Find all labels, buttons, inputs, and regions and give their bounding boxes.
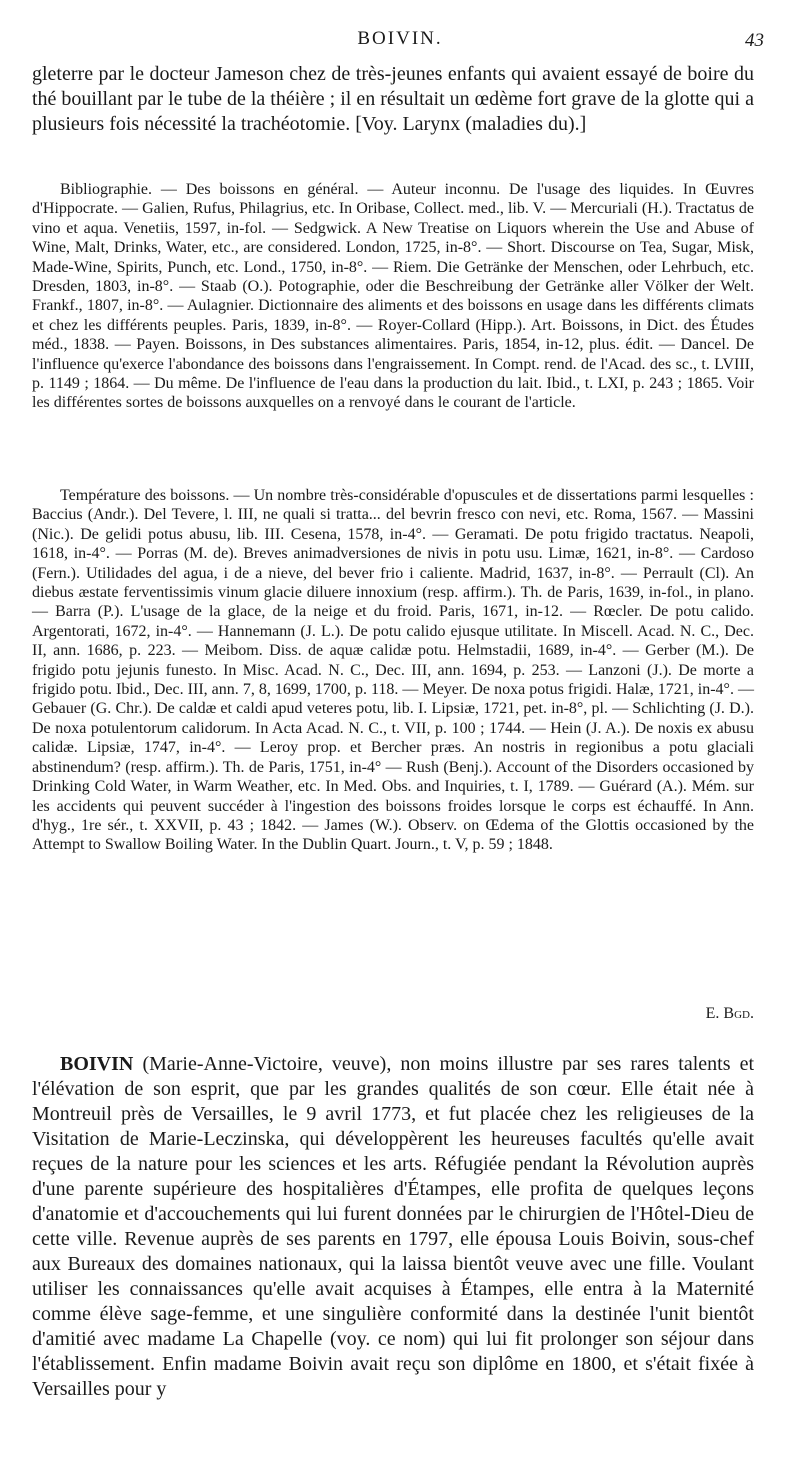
page-header (0, 26, 800, 54)
temperature-paragraph: Température des boissons. — Un nombre très-considérable d'opuscules et de dissertations parmi lesquelles : Baccius (Andr.). Del Tevere, l. III, ne quali si tratta... del bevrin fresco con nevi, etc. Roma, 1567. — Massini (Nic.). De gelidi potus abusu, lib. III. Cesena, 1578, in-4°. — Geramati. De potu frigido tractatus. Neapoli, 1618, in-4°. — Porras (M. de). Breves animadversiones de nivis in potu usu. Limæ, 1621, in-8°. — Cardoso (Fern.). Utilidades del agua, i de a nieve, del bever frio i caliente. Madrid, 1637, in-8°. — Perrault (Cl). An diebus æstate ferventissimis vinum glacie diluere innoxium (resp. affirm.). Th. de Paris, 1639, in-fol., in plano. — Barra (P.). L'usage de la glace, de la neige et du froid. Paris, 1671, in-12. — Rœcler. De potu calido. Argentorati, 1672, in-4°. — Hannemann (J. L.). De potu calido ejusque utilitate. In Miscell. Acad. N. C., Dec. II, ann. 1686, p. 223. — Meibom. Diss. de aquæ calidæ potu. Helmstadii, 1689, in-4°. — Gerber (M.). De frigido potu jejunis funesto. In Misc. Acad. N. C., Dec. III, ann. 1694, p. 253. — Lanzoni (J.). De morte a frigido potu. Ibid., Dec. III, ann. 7, 8, 1699, 1700, p. 118. — Meyer. De noxa potus frigidi. Halæ, 1721, in-4°. — Gebauer (G. Chr.). De caldæ et caldi apud veteres potu, lib. I. Lipsiæ, 1721, pet. in-8°, pl. — Schlichting (J. D.). De noxa potulentorum calidorum. In Acta Acad. N. C., t. VII, p. 100 ; 1744. — Hein (J. A.). De noxis ex abusu calidæ. Lipsiæ, 1747, in-4°. — Leroy prop. et Bercher præs. An nostris in regionibus a potu glaciali abstinendum? (resp. affirm.). Th. de Paris, 1751, in-4° — Rush (Benj.). Account of the Disorders occasioned by Drinking Cold Water, in Warm Weather, etc. In Med. Obs. and Inquiries, t. I, 1789. — Guérard (A.). Mém. sur les accidents qui peuvent succéder à l'ingestion des boissons froides lorsque le corps est échauffé. In Ann. d'hyg., 1re sér., t. XXVII, p. 43 ; 1842. — James (W.). Observ. on Œdema of the Glottis occasioned by the Attempt to Swallow Boiling Water. In the Dublin Quart. Journ., t. V, p. 59 ; 1848. (32, 487, 754, 854)
biography-paragraph (32, 1052, 754, 1402)
intro-paragraph: gleterre par le docteur Jameson chez de très-jeunes enfants qui avaient essayé de boire du thé bouillant par le tube de la théière ; il en résultait un œdème fort grave de la glotte qui a plusieurs fois nécessité la trachéotomie. [Voy. Larynx (maladies du).] (32, 63, 754, 135)
author-signature: E. Bgd. (705, 1005, 754, 1022)
bibliography-paragraph: Bibliographie. — Des boissons en général. — Auteur inconnu. De l'usage des liquides. In Œuvres d'Hippocrate. — Galien, Rufus, Philagrius, etc. In Oribase, Collect. med., lib. V. — Mercuriali (H.). Tractatus de vino et aqua. Venetiis, 1597, in-fol. — Sedgwick. A New Treatise on Liquors wherein the Use and Abuse of Wine, Malt, Drinks, Water, etc., are considered. London, 1725, in-8°. — Short. Discourse on Tea, Sugar, Misk, Made-Wine, Spirits, Punch, etc. Lond., 1750, in-8°. — Riem. Die Getränke der Menschen, oder Lehrbuch, etc. Dresden, 1803, in-8°. — Staab (O.). Potographie, oder die Beschreibung der Getränke aller Völker der Welt. Frankf., 1807, in-8°. — Aulagnier. Dictionnaire des aliments et des boissons en usage dans les différents climats et chez les différents peuples. Paris, 1839, in-8°. — Royer-Collard (Hipp.). Art. Boissons, in Dict. des Études méd., 1838. — Payen. Boissons, in Des substances alimentaires. Paris, 1854, in-12, plus. édit. — Dancel. De l'influence qu'exerce l'abondance des boissons dans l'engraissement. In Compt. rend. de l'Acad. des sc., t. LVIII, p. 1149 ; 1864. — Du même. De l'influence de l'eau dans la production du lait. Ibid., t. LXI, p. 243 ; 1865. Voir les différentes sortes de boissons auxquelles on a renvoyé dans le courant de l'article. (32, 181, 754, 412)
biography-text: (Marie-Anne-Victoire, veuve), non moins illustre par ses rares talents et l'élévation de son esprit, que par les grandes qualités de son cœur. Elle était née à Montreuil près de Versailles, le 9 avril 1773, et fut placée chez les religieuses de la Visitation de Marie-Leczinska, qui développèrent les heureuses facultés qu'elle avait reçues de la nature pour les sciences et les arts. Réfugiée pendant la Révolution auprès d'une parente supérieure des hospitalières d'Étampes, elle profita de quelques leçons d'anatomie et d'accouchements qui lui furent données par le chirurgien de l'Hôtel-Dieu de cette ville. Revenue auprès de ses parents en 1797, elle épousa Louis Boivin, sous-chef aux Bureaux des domaines nationaux, qui la laissa bientôt veuve avec une fille. Voulant utiliser les connaissances qu'elle avait acquises à Étampes, elle entra à la Maternité comme élève sage-femme, et une singulière conformité dans la destinée l'unit bientôt d'amitié avec madame La Chapelle (voy. ce nom) qui lui fit prolonger son séjour dans l'établissement. Enfin madame Boivin avait reçu son diplôme en 1800, et s'était fixée à Versailles pour y (32, 1053, 754, 1400)
entry-name: BOIVIN (60, 1053, 134, 1075)
page-number: 43 (745, 30, 764, 51)
running-title: BOIVIN. (357, 28, 443, 49)
